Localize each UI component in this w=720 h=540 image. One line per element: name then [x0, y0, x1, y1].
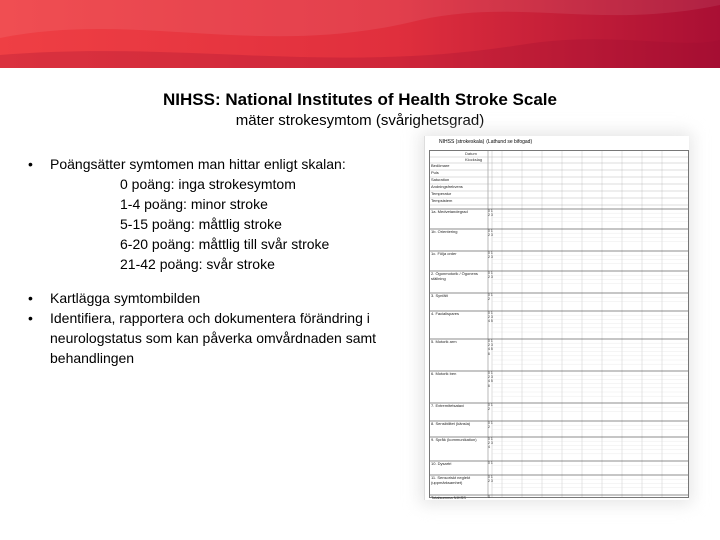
form-header-label: Datum [465, 151, 477, 156]
form-section-label: 8. Sensibilitet (känsla) [431, 421, 471, 426]
scale-level: 1-4 poäng: minor stroke [120, 196, 268, 212]
bullet-item [28, 154, 418, 274]
form-score-options: 0 1 2 3 [488, 251, 493, 260]
form-section-label: 7. Extremitetsataxi [431, 403, 464, 408]
header-banner [0, 0, 720, 68]
bullet-marker: • [28, 156, 33, 172]
form-section-label: 1b. Orientering [431, 229, 458, 234]
form-score-options: 0 1 2 [488, 293, 493, 302]
bullet-item [28, 308, 418, 368]
page-subtitle: mäter strokesymtom (svårighetsgrad) [235, 112, 485, 129]
form-section-label: Totalsumma NIHSS [431, 495, 466, 500]
form-section-label: 5. Motorik arm [431, 339, 457, 344]
form-info-label: Andningsfrekvens [431, 184, 463, 189]
form-sheet [424, 136, 689, 500]
form-score-options: 0 1 [488, 461, 493, 465]
form-section-label: 3. Synfält [431, 293, 448, 298]
form-grid [429, 150, 689, 498]
form-score-options: 0 1 2 3 4 5 6 [488, 371, 493, 388]
form-info-label: Puls [431, 170, 439, 175]
nihss-form-image [420, 132, 692, 504]
form-score-options: 0 1 2 [488, 403, 493, 412]
bullet-marker: • [28, 290, 33, 306]
form-title: NIHSS (strokeskala) (Lathund se bifogad) [439, 139, 533, 145]
page-title: NIHSS: National Institutes of Health Stroke Scale [163, 90, 557, 109]
form-score-options: 0 1 2 3 [488, 475, 493, 484]
form-section-label: 1c. Följa order [431, 251, 457, 256]
form-info-label: Tempsistem [431, 198, 453, 203]
bullet-text: Poängsätter symtomen man hittar enligt skalan: [50, 156, 346, 172]
form-score-options: 0 1 2 3 4 [488, 437, 493, 450]
form-section-label: 4. Facialispares [431, 311, 460, 316]
form-score-options: 0 1 2 3 [488, 271, 493, 280]
form-info-label: Temperatur [431, 191, 452, 196]
scale-level: 5-15 poäng: måttlig stroke [120, 216, 282, 232]
form-info-label: Bedömare [431, 163, 450, 168]
scale-level: 6-20 poäng: måttlig till svår stroke [120, 236, 330, 252]
form-info-label: Saturation [431, 177, 450, 182]
bullet-text: Identifiera, rapportera och dokumentera förändring i neurologstatus som kan påverka omvårdnaden samt behandlingen [50, 310, 377, 366]
form-section-label: 2. Ögonmotorik / Ögonens ställning [431, 271, 478, 281]
form-score-options: 0 1 2 3 4 5 [488, 311, 493, 324]
bullet-marker: • [28, 310, 33, 326]
bullet-text: Kartlägga symtombilden [50, 290, 201, 306]
scale-level: 21-42 poäng: svår stroke [120, 256, 275, 272]
form-section-label: 1a. Medvetandegrad [431, 209, 468, 214]
form-score-options: 0 1 2 3 [488, 209, 493, 218]
form-section-label: 9. Språk (kommunikation) [431, 437, 477, 442]
form-header-label: Klockslag [465, 157, 483, 162]
bullet-item [28, 288, 418, 308]
scale-level: 0 poäng: inga strokesymtom [120, 176, 296, 192]
form-section-label: 11. Sensoriskt neglekt (uppmärksamhet) [431, 475, 471, 485]
form-score-options: 0 1 2 3 [488, 229, 493, 238]
form-section-label: 10. Dysartri [431, 461, 452, 466]
form-section-label: 6. Motorik ben [431, 371, 457, 376]
bullet-list [28, 154, 418, 368]
form-score-options: 0 1 2 3 4 5 6 [488, 339, 493, 356]
form-score-options: 0 [488, 495, 490, 499]
form-score-options: 0 1 2 [488, 421, 493, 430]
